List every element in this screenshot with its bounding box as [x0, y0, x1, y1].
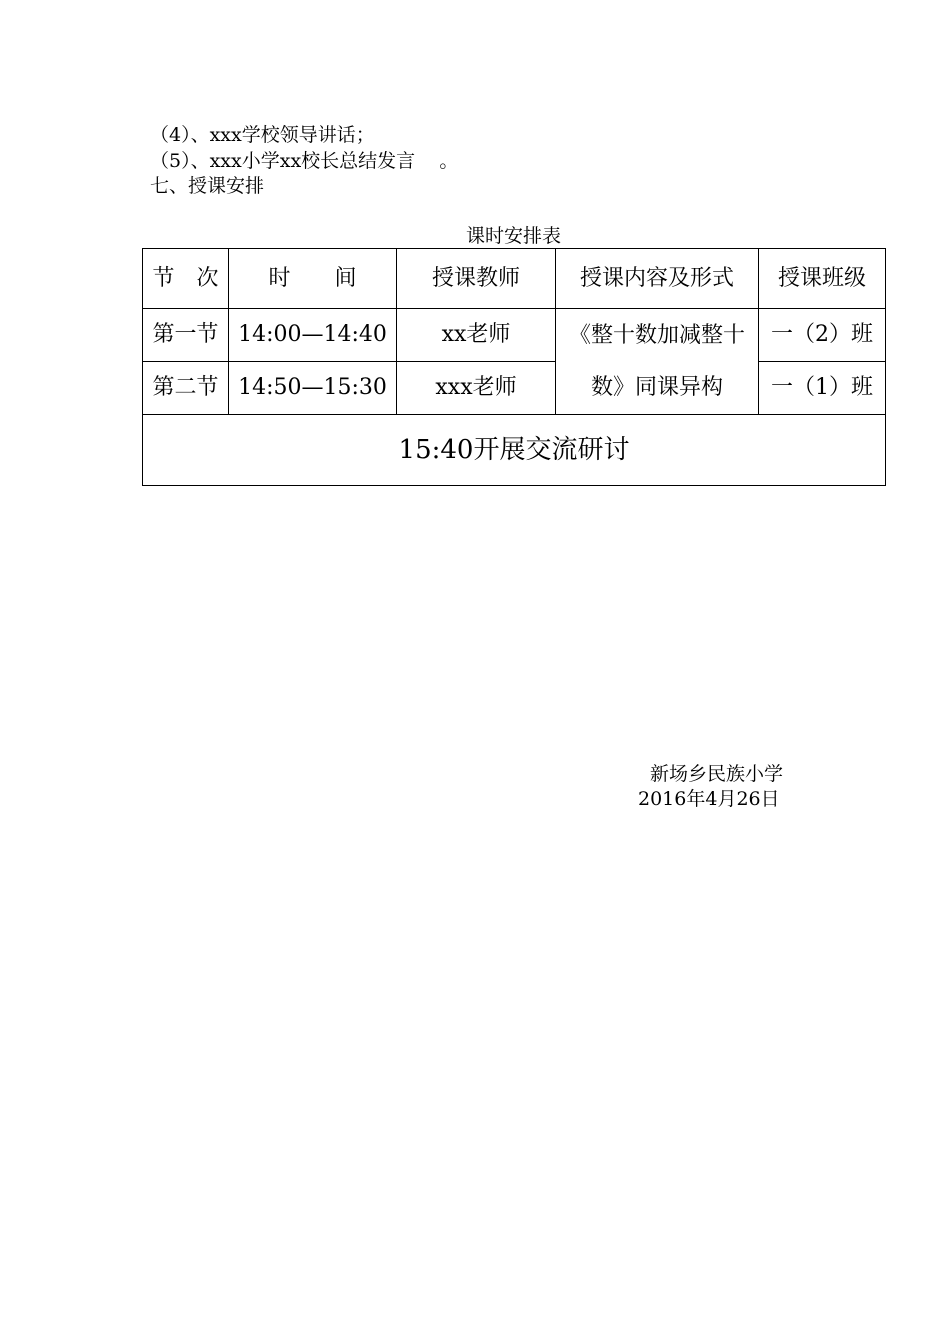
table-footer-row [143, 415, 886, 486]
time-cell: 14:00—14:40 [229, 309, 397, 362]
header-teacher: 授课教师 [397, 249, 556, 309]
signature-org: 新场乡民族小学 [650, 763, 784, 785]
teacher-cell: xx老师 [397, 309, 556, 362]
period-cell: 第一节 [143, 309, 229, 362]
header-period: 节 次 [143, 249, 229, 309]
section-heading-teaching-arrangement: 七、授课安排 [150, 175, 265, 197]
table-caption: 课时安排表 [465, 225, 561, 247]
content-cell: 《整十数加减整十数》同课异构 [556, 309, 759, 415]
discussion-cell: 15:40开展交流研讨 [143, 415, 886, 486]
class-cell: 一（2）班 [759, 309, 886, 362]
agenda-item-4: （4）、xxx学校领导讲话； [150, 124, 375, 146]
header-class: 授课班级 [759, 249, 886, 309]
signature-date: 2016年4月26日 [638, 788, 780, 810]
teacher-cell: xxx老师 [397, 362, 556, 415]
time-cell: 14:50—15:30 [229, 362, 397, 415]
header-time: 时 间 [229, 249, 397, 309]
table-row [143, 362, 886, 415]
table-header-row [143, 249, 886, 309]
table-row [143, 309, 886, 362]
agenda-item-5: （5）、xxx小学xx校长总结发言 。 [150, 150, 459, 172]
schedule-table [142, 248, 886, 486]
header-content: 授课内容及形式 [556, 249, 759, 309]
class-cell: 一（1）班 [759, 362, 886, 415]
period-cell: 第二节 [143, 362, 229, 415]
